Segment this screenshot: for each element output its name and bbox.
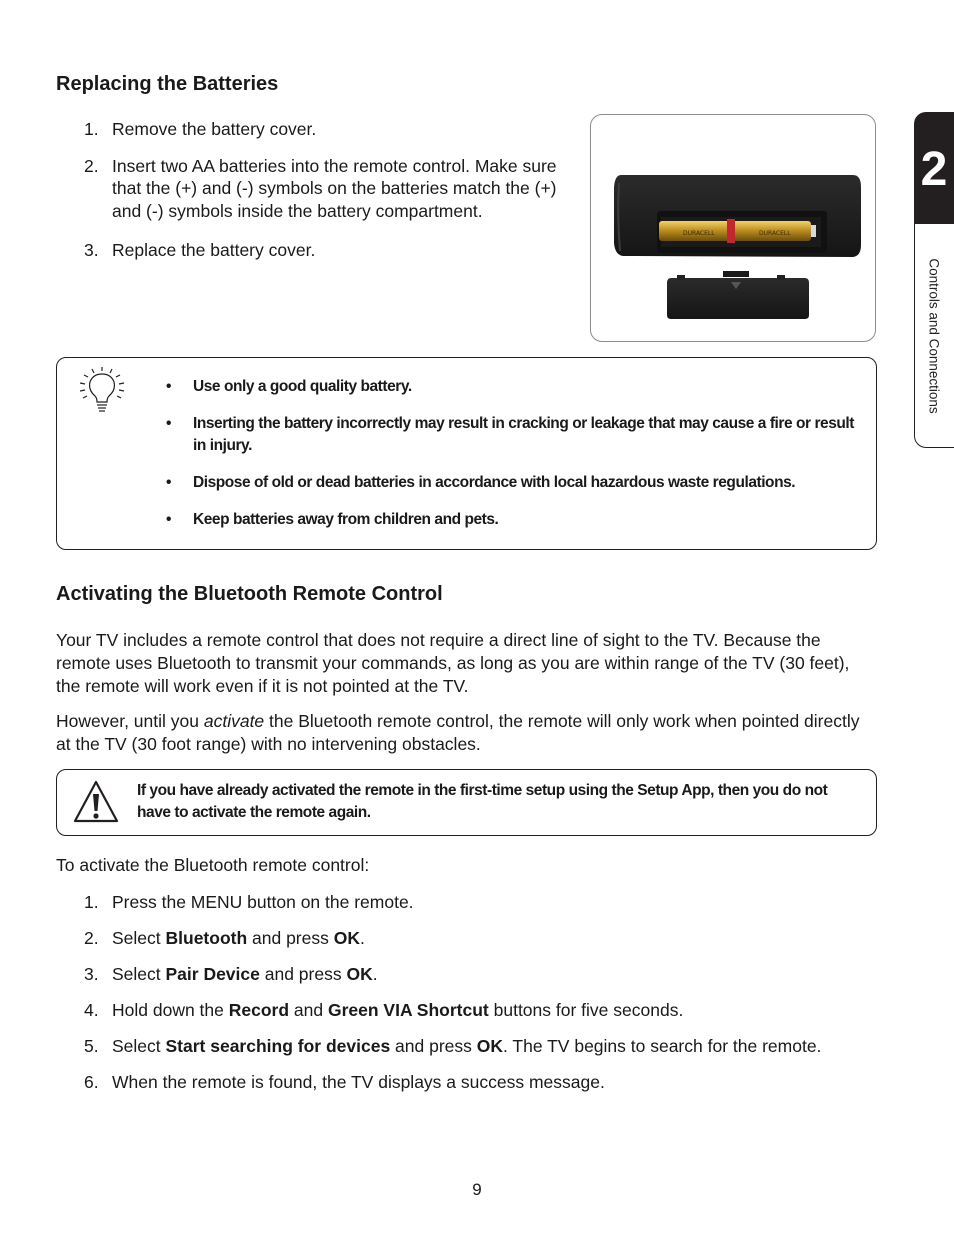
activation-steps (56, 891, 896, 1094)
list-item: 3. Select Pair Device and press OK. (84, 964, 378, 984)
activation-intro: To activate the Bluetooth remote control: (56, 855, 370, 875)
list-item: • Keep batteries away from children and pets. (166, 511, 499, 528)
page-number: 9 (472, 1180, 482, 1199)
list-item: 1. Remove the battery cover. (84, 119, 317, 139)
section-title-batteries: Replacing the Batteries (56, 73, 279, 95)
list-item: 2. Insert two AA batteries into the remote control. Make sure that the (+) and (-) symbols on the batteries match the (+) and (-) symbols inside the battery compartment. (84, 155, 557, 221)
bluetooth-paragraph-2: However, until you activate the Bluetooth remote control, the remote will only work when pointed directly at the TV (30 foot range) with no intervening obstacles. (56, 711, 860, 754)
list-item: • Inserting the battery incorrectly may result in cracking or leakage that may cause a fire or result in injury. (166, 415, 854, 454)
list-item: 3. Replace the battery cover. (84, 240, 316, 260)
bluetooth-paragraph-1: Your TV includes a remote control that does not require a direct line of sight to the TV. Because the remote uses Bluetooth to transmit your commands, as long as you are within range of the TV (30 feet), the remote will work even if it is not pointed at the TV. (56, 630, 850, 696)
battery-steps (56, 118, 566, 262)
warning-icon (72, 779, 120, 830)
list-item: • Use only a good quality battery. (166, 378, 412, 395)
chapter-number: 2 (920, 143, 948, 196)
list-item: 1. Press the MENU button on the remote. (84, 892, 414, 912)
remote-battery-illustration (591, 115, 874, 340)
chapter-label: Controls and Connections (926, 258, 942, 414)
list-item: 6. When the remote is found, the TV displays a success message. (84, 1072, 605, 1092)
svg-text:DURACELL: DURACELL (759, 230, 791, 237)
list-item: 2. Select Bluetooth and press OK. (84, 928, 365, 948)
warning-text: If you have already activated the remote in the first-time setup using the Setup App, then you do not have to activate the remote again. (137, 782, 828, 821)
list-item: 5. Select Start searching for devices and press OK. The TV begins to search for the remote. (84, 1036, 822, 1056)
list-item: 4. Hold down the Record and Green VIA Shortcut buttons for five seconds. (84, 1000, 684, 1020)
remote-battery-photo (590, 114, 876, 342)
svg-text:DURACELL: DURACELL (683, 230, 715, 237)
battery-safety-list (166, 376, 866, 546)
list-item: • Dispose of old or dead batteries in accordance with local hazardous waste regulations. (166, 474, 796, 491)
lightbulb-icon (76, 366, 128, 423)
section-title-bluetooth: Activating the Bluetooth Remote Control (56, 583, 443, 605)
